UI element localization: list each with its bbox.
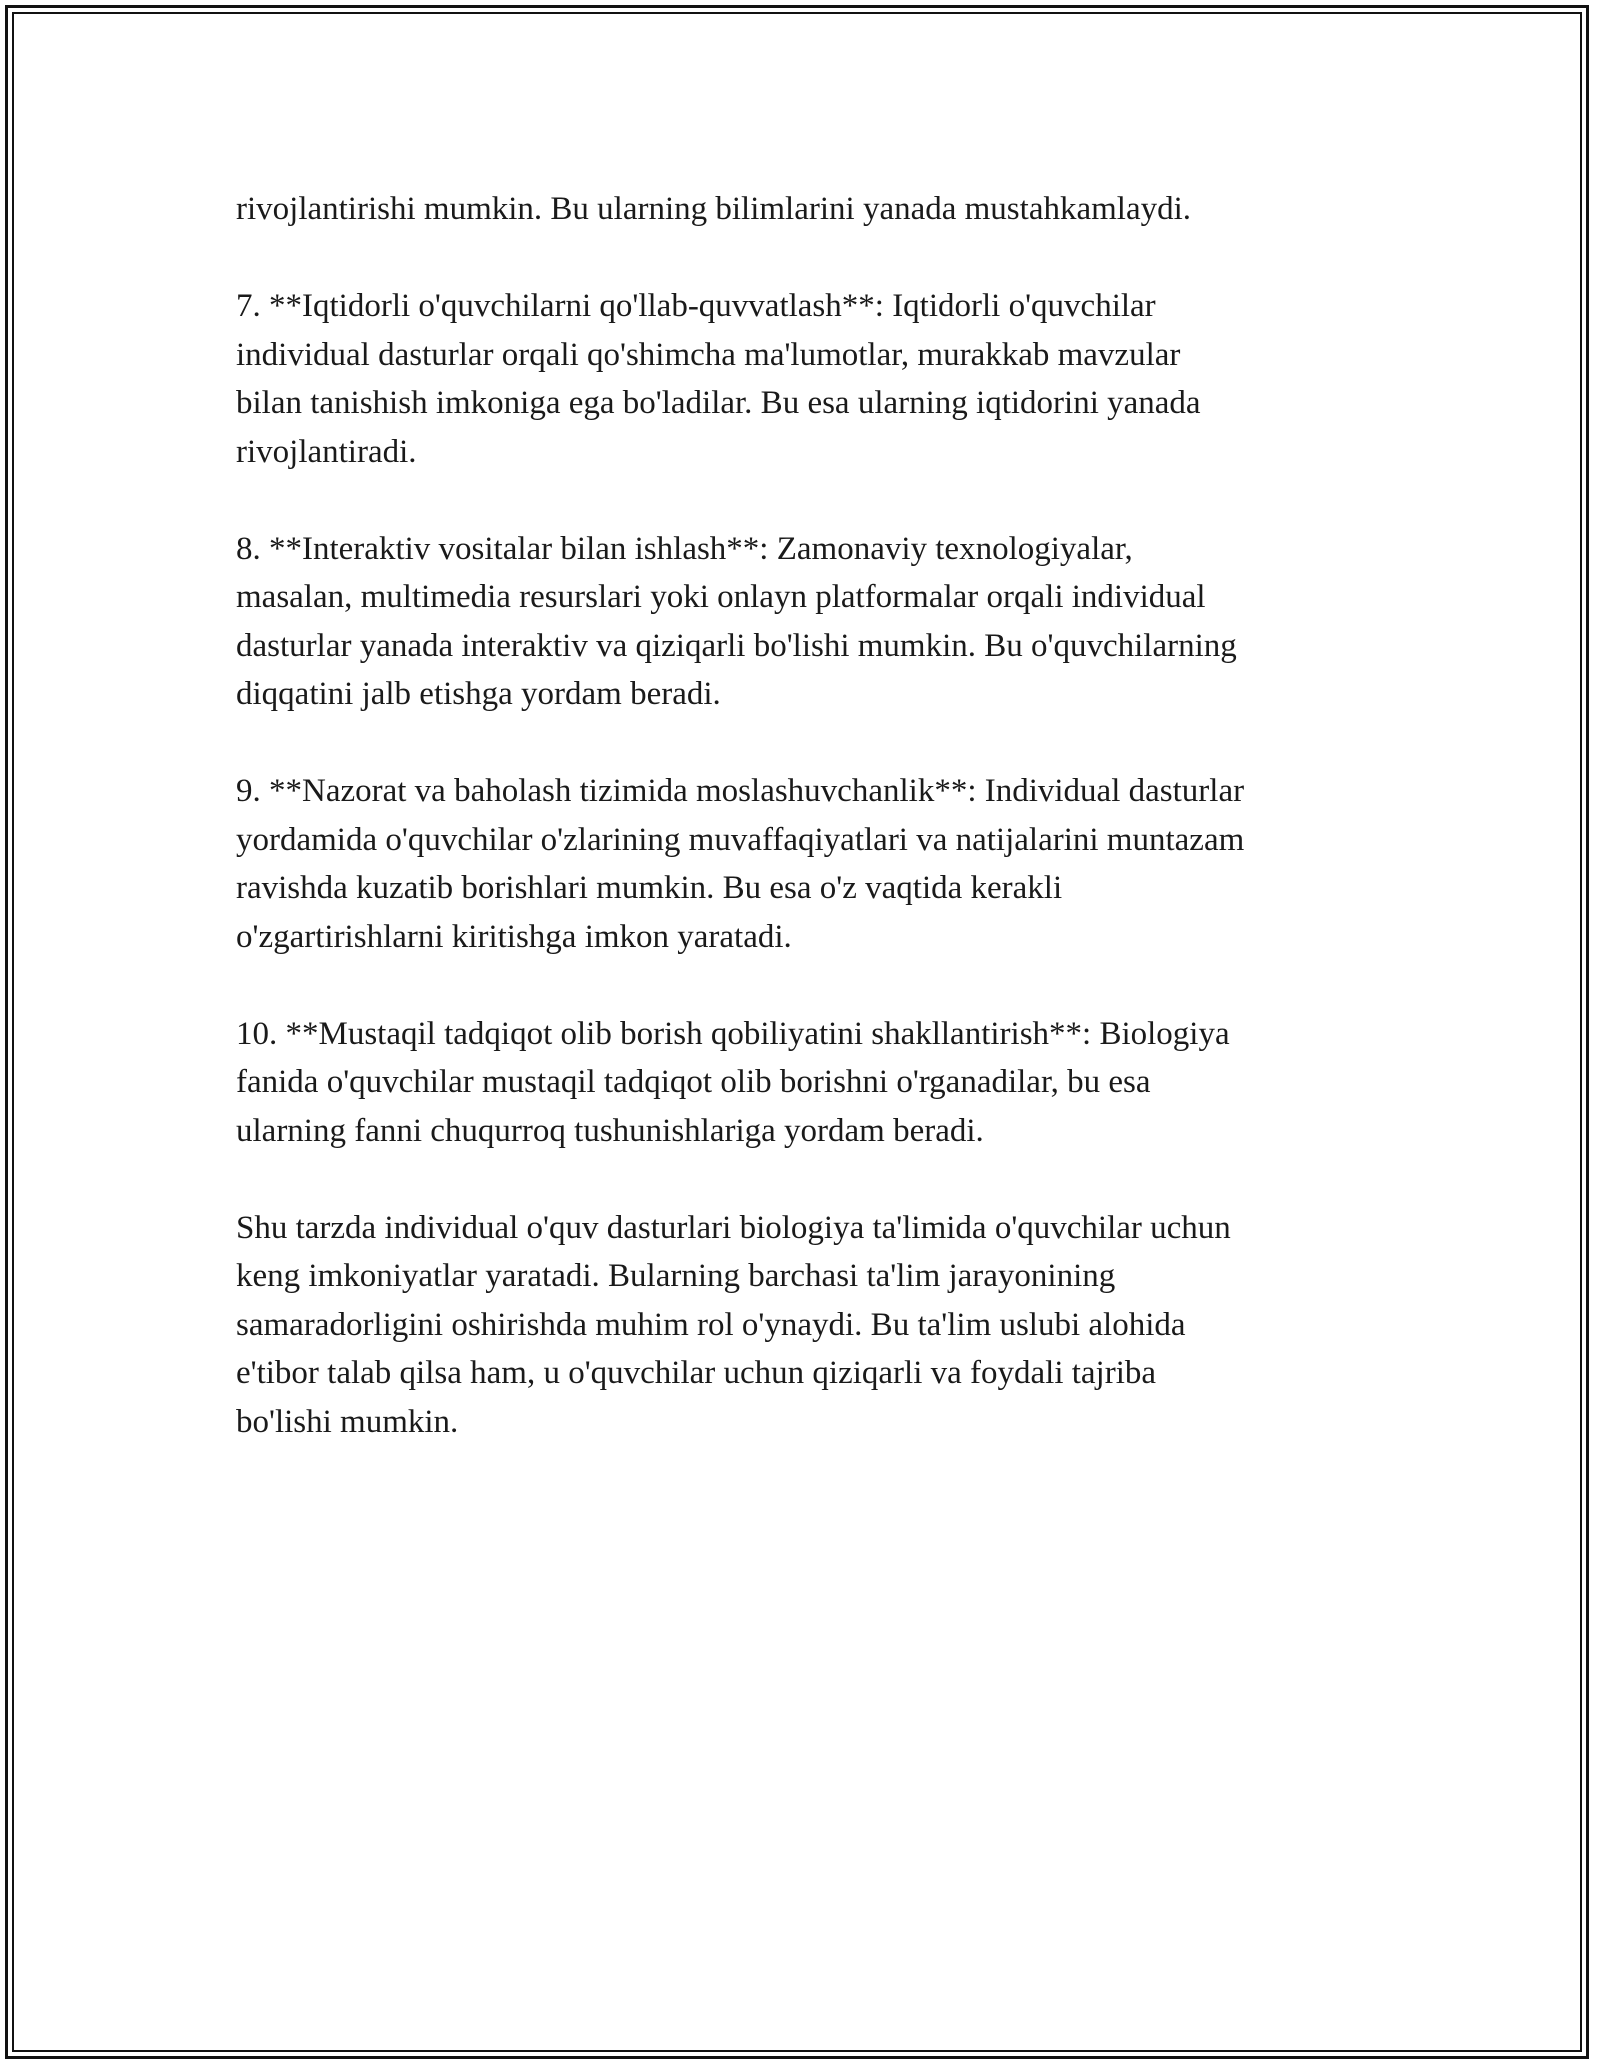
document-body: [236, 185, 1366, 1495]
paragraph-item-8: 8. **Interaktiv vositalar bilan ishlash**: Zamonaviy texnologiyalar, masalan, multimedia resurslari yoki onlayn platformalar orqali individual dasturlar yanada interaktiv va qiziqarli bo'lishi mumkin. Bu o'quvchilarning diqqatini jalb etishga yordam beradi.: [236, 530, 1237, 712]
paragraph-item-9: 9. **Nazorat va baholash tizimida moslashuvchanlik**: Individual dasturlar yordamida o'quvchilar o'zlarining muvaffaqiyatlari va natijalarini muntazam ravishda kuzatib borishlari mumkin. Bu esa o'z vaqtida kerakli o'zgartirishlarni kiritishga imkon yaratadi.: [236, 773, 1245, 955]
paragraph-item-10: 10. **Mustaqil tadqiqot olib borish qobiliyatini shakllantirish**: Biologiya fanida o'quvchilar mustaqil tadqiqot olib borishni o'rganadilar, bu esa ularning fanni chuqurroq tushunishlariga yordam beradi.: [236, 1015, 1230, 1149]
paragraph-continuation: rivojlantirishi mumkin. Bu ularning bilimlarini yanada mustahkamlaydi.: [236, 191, 1192, 227]
paragraph-item-7: 7. **Iqtidorli o'quvchilarni qo'llab-quvvatlash**: Iqtidorli o'quvchilar individual dasturlar orqali qo'shimcha ma'lumotlar, murakkab mavzular bilan tanishish imkoniga ega bo'ladilar. Bu esa ularning iqtidorini yanada rivojlantiradi.: [236, 288, 1201, 470]
paragraph-conclusion: Shu tarzda individual o'quv dasturlari biologiya ta'limida o'quvchilar uchun keng imkoniyatlar yaratadi. Bularning barchasi ta'lim jarayonining samaradorligini oshirishda muhim rol o'ynaydi. Bu ta'lim uslubi alohida e'tibor talab qilsa ham, u o'quvchilar uchun qiziqarli va foydali tajriba bo'lishi mumkin.: [236, 1209, 1231, 1440]
